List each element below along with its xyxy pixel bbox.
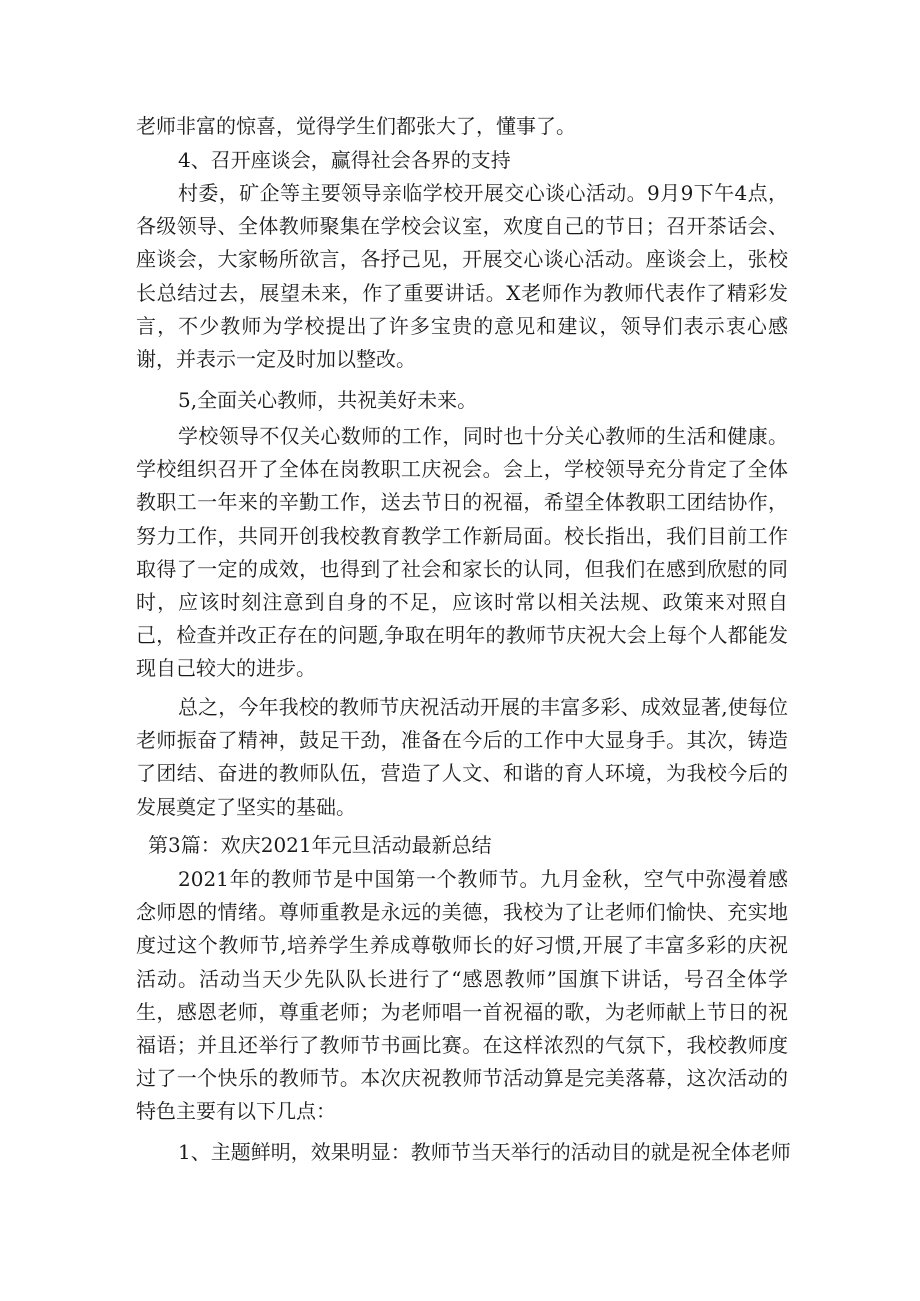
section-heading-5: 5,全面关心教师，共祝美好未来。 <box>178 388 478 412</box>
paragraph-continuation: 老师非富的惊喜，觉得学生们都张大了，懂事了。 <box>136 114 576 138</box>
article-title-3: 第3篇：欢庆2021年元旦活动最新总结 <box>148 833 492 857</box>
list-item-1: 1、主题鲜明，效果明显：教师节当天举行的活动目的就是祝全体老师 <box>178 1140 791 1164</box>
paragraph-care-teachers: 学校领导不仅关心数师的工作，同时也十分关心教师的生活和健康。学校组织召开了全体在岗教职工庆祝会。会上，学校领导充分肯定了全体教职工一年来的辛勤工作，送去节日的祝福，希望全体教职工团结协作，努力工作，共同开创我校教育教学工作新局面。校长指出，我们目前工作取得了一定的成效，也得到了社会和家长的认同，但我们在感到欣慰的同时，应该时刻注意到自身的不足，应该时常以相关法规、政策来对照自己，检查并改正存在的问题,争取在明年的教师节庆祝大会上每个人都能发现自己较大的进步。 <box>136 424 788 681</box>
paragraph-conclusion: 总之，今年我校的教师节庆祝活动开展的丰富多彩、成效显著,使每位老师振奋了精神，鼓足干劲，准备在今后的工作中大显身手。其次，铸造了团结、奋进的教师队伍，营造了人文、和谐的育人环境，为我校今后的发展奠定了坚实的基础。 <box>136 695 788 819</box>
paragraph-teachers-day: 2021年的教师节是中国第一个教师节。九月金秋，空气中弥漫着感念师恩的情绪。尊师重教是永远的美德，我校为了让老师们愉快、充实地度过这个教师节,培养学生养成尊敬师长的好习惯,开展了丰富多彩的庆祝活动。活动当天少先队队长进行了“感恩教师”国旗下讲话，号召全体学生，感恩老师，尊重老师；为老师唱一首祝福的歌，为老师献上节日的祝福语；并且还举行了教师节书画比赛。在这样浓烈的气氛下，我校教师度过了一个快乐的教师节。本次庆祝教师节活动算是完美落幕，这次活动的特色主要有以下几点： <box>136 867 788 1124</box>
section-heading-4: 4、召开座谈会，赢得社会各界的支持 <box>178 148 511 172</box>
paragraph-symposium: 村委，矿企等主要领导亲临学校开展交心谈心活动。9月9下午4点，各级领导、全体教师聚集在学校会议室，欢度自己的节日；召开茶话会、座谈会，大家畅所欲言，各抒己见，开展交心谈心活动。座谈会上，张校长总结过去，展望未来，作了重要讲话。X老师作为教师代表作了精彩发言，不少教师为学校提出了许多宝贵的意见和建议，领导们表示衷心感谢，并表示一定及时加以整改。 <box>136 181 788 372</box>
